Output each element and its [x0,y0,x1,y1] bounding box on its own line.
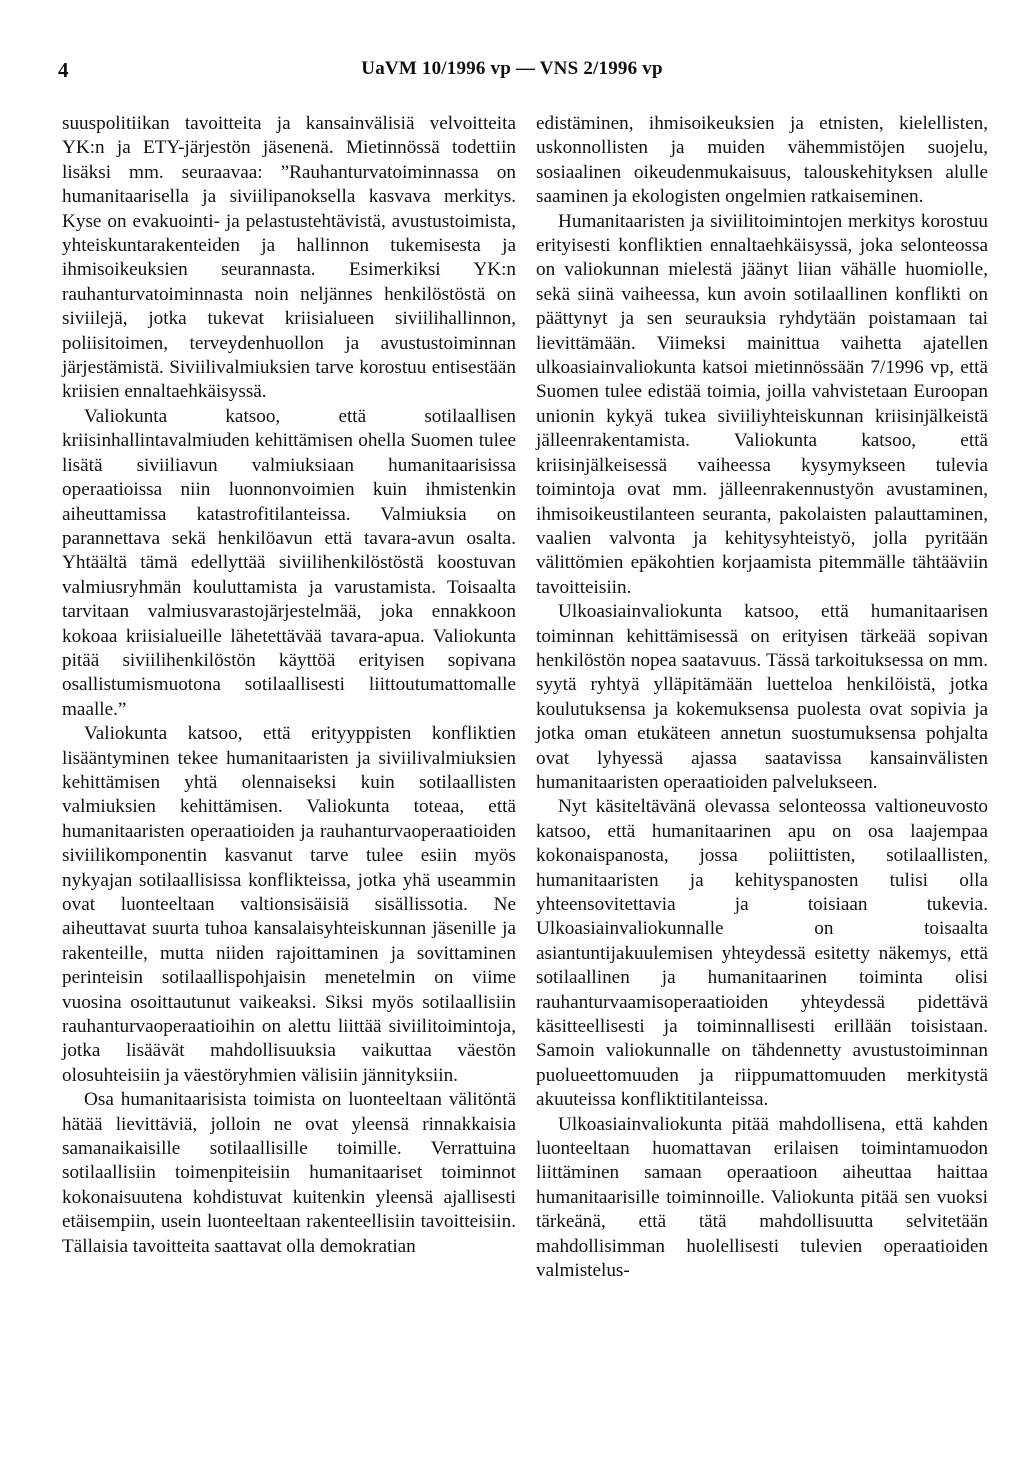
paragraph: Valiokunta katsoo, että sotilaallisen kriisinhallintavalmiuden kehittämisen ohella Suomen tulee lisätä siviiliavun valmiuksiaan humanitaarisissa operaatioissa niin luonnonvoimien kuin ihmistenkin aiheuttamissa katastrofitilanteissa. Valmiuksia on parannettava sekä henkilöavun että tavara-avun osalta. Yhtäältä tämä edellyttää siviilihenkilöstöstä koostuvan valmiusryhmän kouluttamista ja varustamista. Toisaalta tarvitaan valmiusvarastojärjestelmää, joka ennakkoon kokoaa kriisialueille lähetettävää tavara-apua. Valiokunta pitää siviilihenkilöstön käyttöä erityisen sopivana osallistumismuotona sotilaallisesti liittoutumattomalle maalle.” [62,405,516,720]
page-number: 4 [58,58,69,82]
paragraph: Ulkoasiainvaliokunta katsoo, että humanitaarisen toiminnan kehittämisessä on erityisen tärkeää sopivan henkilöstön nopea saatavuus. Tässä tarkoituksessa on mm. syytä ryhtyä ylläpitämään luetteloa henkilöistä, jotka koulutuksensa ja kokemuksensa puolesta ovat sopivia ja jotka oman etukäteen annetun suostumuksensa pohjalta ovat lyhyessä ajassa saatavissa kansainvälisten humanitaaristen operaatioiden palvelukseen. [536,601,988,793]
right-column [536,112,988,1284]
paragraph: Ulkoasiainvaliokunta pitää mahdollisena, että kahden luonteeltaan huomattavan erilaisen toimintamuodon liittäminen samaan operaatioon aiheuttaa haittaa humanitaarisille toiminnoille. Valiokunta pitää sen vuoksi tärkeänä, että tätä mahdollisuutta selvitetään mahdollisimman huolellisesti tulevien operaatioiden valmistelus- [536,1113,988,1282]
paragraph: edistäminen, ihmisoikeuksien ja etnisten, kielellisten, uskonnollisten ja muiden vähemmistöjen suojelu, sosiaalinen oikeudenmukaisuus, talouskehityksen alulle saaminen ja ekologisten ongelmien ratkaiseminen. [536,113,988,208]
paragraph: Osa humanitaarisista toimista on luonteeltaan välitöntä hätää lievittäviä, jolloin ne ovat yleensä rinnakkaisia samanaikaisille sotilaallisille toimille. Verrattuina sotilaallisiin toimenpiteisiin humanitaariset toiminnot kokonaisuutena kohdistuvat kuitenkin yleensä ajallisesti etäisempiin, usein luonteeltaan rakenteellisiin tavoitteisiin. Tällaisia tavoitteita saattavat olla demokratian [62,1089,516,1257]
left-column [62,112,516,1259]
paragraph: Humanitaaristen ja siviilitoimintojen merkitys korostuu erityisesti konfliktien ennaltaehkäisyssä, joka selonteossa on valiokunnan mielestä jäänyt liian vähälle huomiolle, sekä siinä vaiheessa, kun avoin sotilaallinen konflikti on päättynyt ja sen seurauksia ryhdytään poistamaan tai lievittämään. Viimeksi mainittua vaihetta ajatellen ulkoasiainvaliokunta katsoi mietinnössään 7/1996 vp, että Suomen tulee edistää toimia, joilla vahvistetaan Euroopan unionin kykyä tukea siviiliyhteiskunnan kriisinjälkeistä jälleenrakentamista. Valiokunta katsoo, että kriisinjälkeisessä vaiheessa kysymykseen tulevia toimintoja ovat mm. jälleenrakennustyön avustaminen, ihmisoikeustilanteen seuranta, pakolaisten palauttaminen, vaalien valvonta ja kehitysyhteistyö, jolla pyritään välittömien epäkohtien korjaamista pitemmälle tähtääviin tavoitteisiin. [536,210,988,598]
paragraph: Nyt käsiteltävänä olevassa selonteossa valtioneuvosto katsoo, että humanitaarinen apu on osa laajempaa kokonaispanosta, jossa poliittisten, sotilaallisten, humanitaaristen ja kehityspanosten tulisi olla yhteensovitettavia ja toisiaan tukevia. Ulkoasiainvaliokunnalle on toisaalta asiantuntijakuulemisen yhteydessä esitetty näkemys, että sotilaallinen ja humanitaarinen toiminta olisi rauhanturvaamisoperaatioiden yhteydessä pidettävä käsitteellisesti ja toiminnallisesti erillään toisistaan. Samoin valiokunnalle on tähdennetty avustustoiminnan puolueettomuuden ja riippumattomuuden merkitystä akuuteissa konfliktitilanteissa. [536,796,988,1111]
paragraph: Valiokunta katsoo, että erityyppisten konfliktien lisääntyminen tekee humanitaaristen ja siviilivalmiuksien kehittämisen yhtä olennaiseksi kuin sotilaallisten valmiuksien kehittämisen. Valiokunta toteaa, että humanitaaristen operaatioiden ja rauhanturvaoperaatioiden siviilikomponentin kasvanut tarve tulee esiin myös nykyajan sotilaallisissa konflikteissa, jotka yhä useammin ovat luonteeltaan valtionsisäisiä sisällissotia. Ne aiheuttavat suurta tuhoa kansalaisyhteiskunnan jäsenille ja rakenteille, mutta niiden rajoittaminen ja sovittaminen perinteisin sotilaallispohjaisin menetelmin on viime vuosina osoittautunut vaikeaksi. Siksi myös sotilaallisiin rauhanturvaoperaatioihin on alettu liittää siviilitoimintoja, jotka lisäävät mahdollisuuksia vaikuttaa väestön olosuhteisiin ja väestöryhmien välisiin jännityksiin. [62,723,516,1086]
paragraph: suuspolitiikan tavoitteita ja kansainvälisiä velvoitteita YK:n ja ETY-järjestön jäsenenä. Mietinnössä todettiin lisäksi mm. seuraavaa: ”Rauhanturvatoiminnassa on humanitaarisella ja siviilipanoksella kasvava merkitys. Kyse on evakuointi- ja pelastustehtävistä, avustustoimista, yhteiskuntarakenteiden ja hallinnon tukemisesta ja ihmisoikeuksien seurannasta. Esimerkiksi YK:n rauhanturvatoiminnasta noin neljännes henkilöstöstä on siviilejä, jotka tukevat kriisialueen siviilihallinnon, poliisitoimen, terveydenhuollon ja avustustoiminnan järjestämistä. Siviilivalmiuksien tarve korostuu entisestään kriisien ennaltaehkäisyssä. [62,113,516,403]
running-title: UaVM 10/1996 vp — VNS 2/1996 vp [361,58,663,79]
